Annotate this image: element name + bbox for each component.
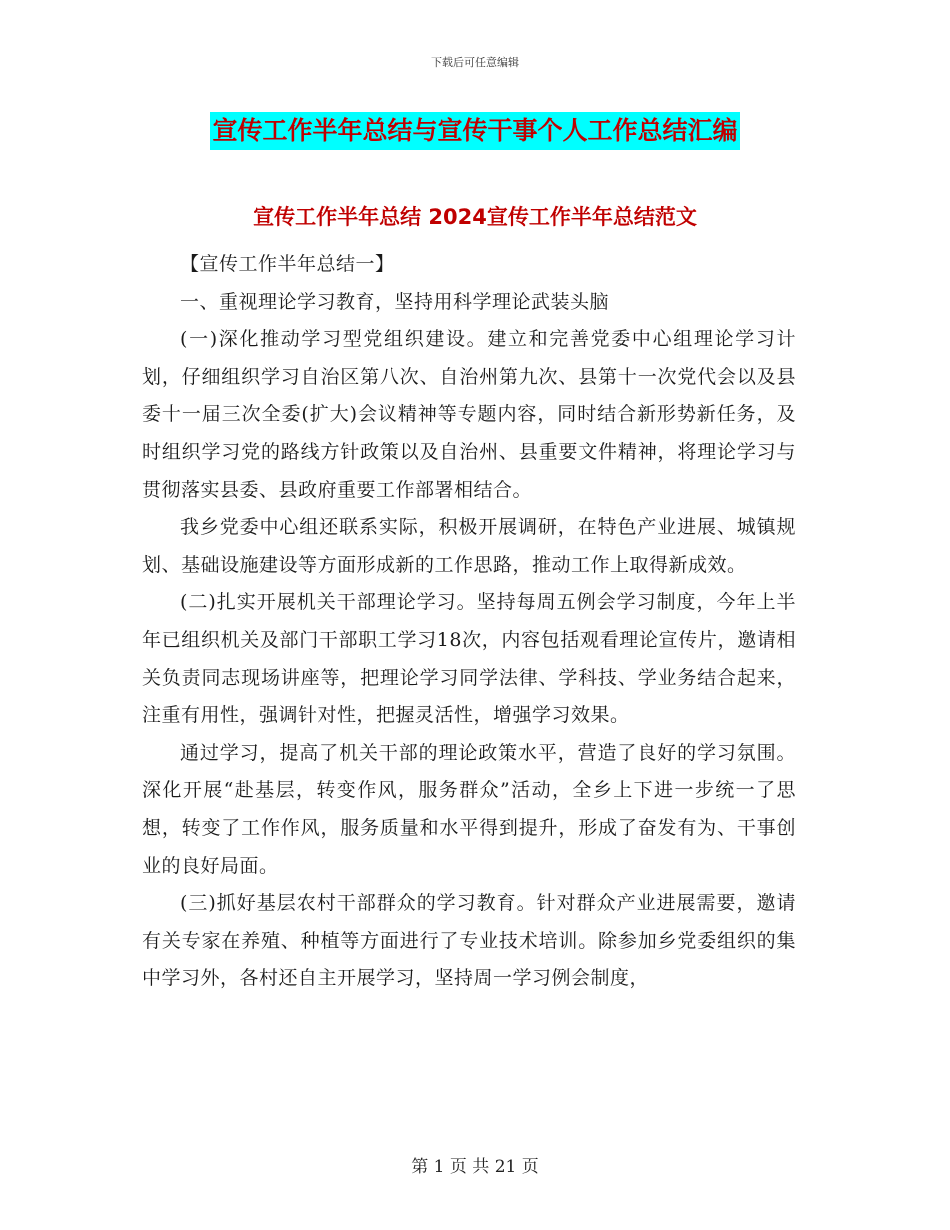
paragraph: (一)深化推动学习型党组织建设。建立和完善党委中心组理论学习计划，仔细组织学习自治区第八次、自治州第九次、县第十一次党代会以及县委十一届三次全委(扩大)会议精神等专题内容，同时结合新形势新任务，及时组织学习党的路线方针政策以及自治州、县重要文件精神，将理论学习与贯彻落实县委、县政府重要工作部署相结合。 — [142, 328, 796, 501]
document-body — [142, 246, 796, 998]
page-header-note: 下载后可任意编辑 — [431, 56, 519, 69]
page-number: 第 1 页 共 21 页 — [411, 1157, 539, 1177]
paragraph-heading-1: 一、重视理论学习教育，坚持用科学理论武装头脑 — [180, 290, 610, 313]
paragraph: 我乡党委中心组还联系实际，积极开展调研，在特色产业进展、城镇规划、基础设施建设等方面形成新的工作思路，推动工作上取得新成效。 — [142, 516, 796, 576]
section-subtitle: 宣传工作半年总结 2024宣传工作半年总结范文 — [253, 205, 697, 229]
document-title-container — [0, 112, 950, 150]
paragraph: 通过学习，提高了机关干部的理论政策水平，营造了良好的学习氛围。深化开展“赴基层，转变作风，服务群众”活动，全乡上下进一步统一了思想，转变了工作作风，服务质量和水平得到提升，形成了奋发有为、干事创业的良好局面。 — [142, 741, 796, 877]
document-title: 宣传工作半年总结与宣传干事个人工作总结汇编 — [210, 112, 739, 150]
paragraph: (二)扎实开展机关干部理论学习。坚持每周五例会学习制度，今年上半年已组织机关及部门干部职工学习18次，内容包括观看理论宣传片，邀请相关负责同志现场讲座等，把理论学习同学法律、学科技、学业务结合起来，注重有用性，强调针对性，把握灵活性，增强学习效果。 — [142, 591, 796, 727]
paragraph-section-label: 【宣传工作半年总结一】 — [180, 253, 395, 275]
paragraph: (三)抓好基层农村干部群众的学习教育。针对群众产业进展需要，邀请有关专家在养殖、种植等方面进行了专业技术培训。除参加乡党委组织的集中学习外，各村还自主开展学习，坚持周一学习例会制度， — [142, 892, 796, 990]
